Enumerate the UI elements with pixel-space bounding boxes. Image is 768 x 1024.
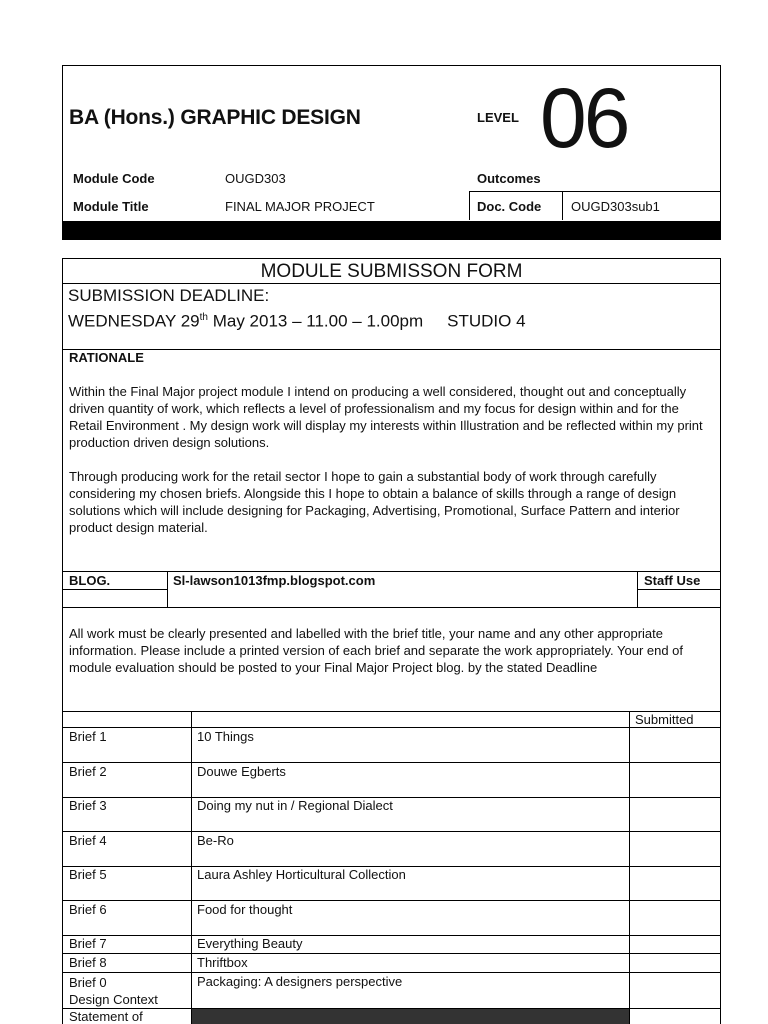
module-title-value: FINAL MAJOR PROJECT — [225, 199, 375, 214]
table-header-line — [63, 727, 720, 728]
brief-1-label: Brief 1 — [69, 729, 107, 744]
statement-label: Statement of — [69, 1009, 143, 1024]
brief-4-label: Brief 4 — [69, 833, 107, 848]
brief-4-title: Be-Ro — [197, 833, 234, 848]
table-col-divider-2 — [629, 711, 630, 1024]
doc-code-label: Doc. Code — [477, 199, 542, 214]
rationale-paragraph-2: Through producing work for the retail sector I hope to gain a substantial body of work through carefully considering my chosen briefs. Alongside this I hope to obtain a balance of skills through a range of design solutions which will include designing for Packaging, Advertising, Promotional, Surface Pattern and interior product design material. — [69, 469, 680, 535]
table-row-line — [63, 935, 720, 936]
instructions-text: All work must be clearly presented and labelled with the brief title, your name and any other appropriate information. Please include a printed version of each brief and separate the work appropriately. Your end of module evaluation should be posted to your Final Major Project blog. by the stated Deadline — [69, 626, 684, 675]
rationale-heading: RATIONALE — [69, 350, 144, 365]
brief-8-title: Thriftbox — [197, 955, 248, 970]
submission-deadline — [68, 285, 526, 333]
table-top-line — [63, 711, 720, 712]
deadline-date: WEDNESDAY 29th May 2013 – 11.00 – 1.00pm STUDIO 4 — [68, 311, 526, 331]
staff-sub-line — [637, 589, 720, 590]
staff-use-label: Staff Use — [644, 573, 701, 588]
brief-0-label: Brief 0 Design Context — [69, 975, 158, 1007]
brief-8-label: Brief 8 — [69, 955, 107, 970]
table-row-line — [63, 953, 720, 954]
divider — [63, 607, 720, 608]
brief-3-title: Doing my nut in / Regional Dialect — [197, 798, 393, 813]
table-row-line — [63, 831, 720, 832]
brief-2-label: Brief 2 — [69, 764, 107, 779]
level-number: 06 — [540, 71, 628, 165]
divider — [63, 283, 720, 284]
brief-5-title: Laura Ashley Horticultural Collection — [197, 867, 406, 882]
outcomes-underline — [469, 191, 721, 192]
brief-7-label: Brief 7 — [69, 936, 107, 951]
rationale-paragraph-1: Within the Final Major project module I intend on producing a well considered, thought out and conceptually driven quantity of work, which reflects a level of professionalism and my focus for design within and for the Retail Environment . My design work will display my interests within Illustration and be reflected within my print production driven design solutions. — [69, 384, 703, 450]
submission-form — [62, 258, 721, 1024]
submitted-column-header: Submitted — [635, 712, 694, 727]
doc-code-value: OUGD303sub1 — [571, 199, 660, 214]
module-header — [62, 65, 721, 240]
brief-3-label: Brief 3 — [69, 798, 107, 813]
table-col-divider-1 — [191, 711, 192, 1024]
outcomes-label: Outcomes — [477, 171, 541, 186]
module-title-label: Module Title — [73, 199, 149, 214]
module-code-value: OUGD303 — [225, 171, 286, 186]
deadline-label: SUBMISSION DEADLINE: — [68, 286, 270, 305]
table-row-line — [63, 762, 720, 763]
divider — [63, 349, 720, 350]
brief-0-title: Packaging: A designers perspective — [197, 974, 403, 989]
form-title: MODULE SUBMISSON FORM — [260, 261, 523, 282]
doc-code-divider-left — [469, 192, 470, 220]
blog-url[interactable]: Sl-lawson1013fmp.blogspot.com — [173, 573, 376, 588]
module-code-label: Module Code — [73, 171, 155, 186]
table-row-line — [63, 900, 720, 901]
blog-divider — [167, 571, 168, 607]
brief-5-label: Brief 5 — [69, 867, 107, 882]
brief-6-title: Food for thought — [197, 902, 293, 917]
brief-6-label: Brief 6 — [69, 902, 107, 917]
brief-2-title: Douwe Egberts — [197, 764, 286, 779]
divider — [63, 571, 720, 572]
blog-label: BLOG. — [69, 573, 111, 588]
table-row-line — [63, 972, 720, 973]
brief-0-label-2: Design Context — [69, 992, 158, 1007]
header-black-bar — [62, 221, 721, 240]
level-label: LEVEL — [477, 110, 519, 125]
doc-code-divider-right — [562, 192, 563, 220]
shaded-cell — [192, 1009, 629, 1024]
brief-1-title: 10 Things — [197, 729, 254, 744]
programme-title: BA (Hons.) GRAPHIC DESIGN — [69, 106, 361, 129]
deadline-location: STUDIO 4 — [447, 311, 526, 331]
blog-sub-line — [63, 589, 167, 590]
brief-7-title: Everything Beauty — [197, 936, 303, 951]
